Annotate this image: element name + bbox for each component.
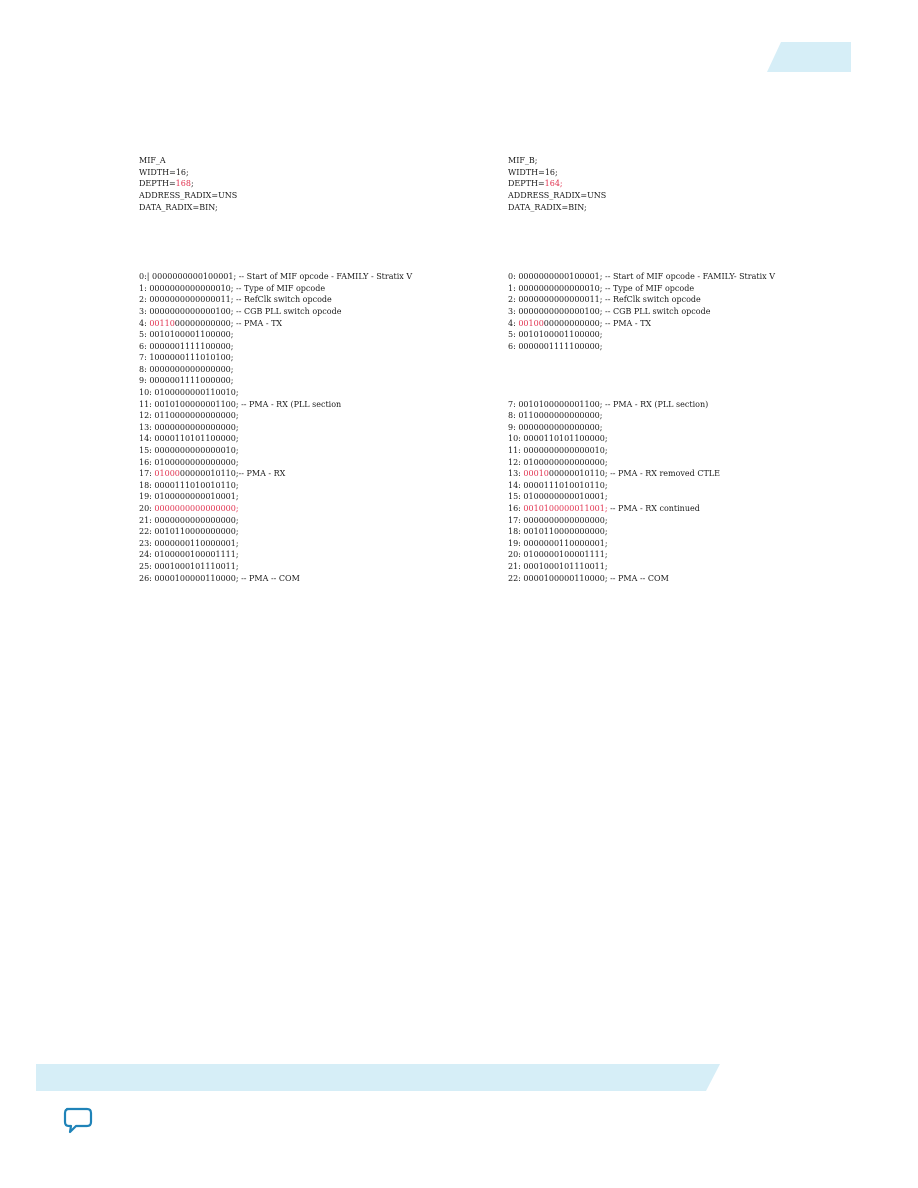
header-line — [508, 202, 775, 214]
highlighted-code-text: 00100 — [518, 318, 544, 328]
code-line — [508, 341, 775, 353]
code-text: 12: 0110000000000000; — [139, 411, 239, 421]
code-line — [508, 399, 775, 411]
mif-b-listing — [508, 132, 775, 596]
code-text: 15: 0100000000010001; — [508, 492, 608, 502]
code-text: 5: 0010100001100000; — [508, 330, 603, 340]
code-line — [508, 503, 775, 515]
code-text: 19: 0100000000010001; — [139, 492, 239, 502]
code-line — [139, 318, 412, 330]
code-text: 26: 0000100000110000; -- PMA -- COM — [139, 573, 300, 583]
code-line — [508, 526, 775, 538]
footer-bar — [36, 1064, 720, 1091]
code-text: 13: — [508, 469, 524, 479]
code-text: 18: 0010110000000000; — [508, 527, 608, 537]
header-line — [139, 178, 412, 190]
spacer — [139, 236, 412, 248]
code-text: 5: 0010100001100000; — [139, 330, 234, 340]
code-text: 9: 0000001111000000; — [139, 376, 234, 386]
code-line — [139, 271, 412, 283]
code-text: 00000000000; -- PMA - TX — [174, 318, 283, 328]
code-text: MIF_A — [139, 156, 166, 166]
code-line — [508, 468, 775, 480]
code-text: 11: 0010100000001100; -- PMA - RX (PLL section — [139, 399, 342, 409]
highlighted-code-text: 01000 — [154, 469, 180, 479]
code-text: WIDTH=16; — [508, 167, 558, 177]
code-line — [508, 306, 775, 318]
code-text: 25: 0001000101110011; — [139, 561, 239, 571]
highlighted-code-text: 0000000000000000; — [154, 504, 239, 513]
code-line — [508, 433, 775, 445]
code-line — [139, 352, 412, 364]
code-text: 10: 0100000000110010; — [139, 388, 239, 398]
code-line — [139, 422, 412, 434]
code-text: 7: 1000000111010100; — [139, 353, 234, 363]
code-line — [508, 329, 775, 341]
code-text: 24: 0100000100001111; — [139, 550, 239, 560]
code-line — [139, 573, 412, 585]
code-text: DEPTH= — [139, 179, 176, 189]
code-text: DATA_RADIX=BIN; — [139, 202, 218, 212]
header-tab-shape — [767, 42, 851, 72]
code-text: 00000010110; -- PMA - RX removed CTLE — [548, 469, 720, 479]
mif-b-header — [508, 155, 775, 213]
code-line — [139, 283, 412, 295]
spacer — [508, 236, 775, 248]
code-text: DEPTH= — [508, 179, 545, 189]
code-text: 16: — [508, 504, 524, 513]
code-line — [139, 410, 412, 422]
code-line — [139, 526, 412, 538]
code-text: 12: 0100000000000000; — [508, 457, 608, 467]
code-line — [508, 515, 775, 527]
code-text: 8: 0110000000000000; — [508, 411, 603, 421]
code-line — [508, 294, 775, 306]
highlighted-code-text: 00110 — [149, 318, 175, 328]
code-text: 8: 0000000000000000; — [139, 364, 234, 374]
code-line — [508, 561, 775, 573]
blank-line — [508, 352, 775, 364]
code-text: 3: 0000000000000100; -- CGB PLL switch opcode — [139, 306, 342, 316]
code-text: 11: 0000000000000010; — [508, 446, 608, 456]
code-text: 2: 0000000000000011; -- RefClk switch opcode — [139, 295, 332, 305]
code-line — [139, 515, 412, 527]
code-text: 20: — [139, 504, 155, 513]
highlighted-code-text: 0010100000011001; — [523, 504, 608, 513]
code-text: DATA_RADIX=BIN; — [508, 202, 587, 212]
code-text: 18: 0000111010010110; — [139, 480, 239, 490]
code-text: 6: 0000001111100000; — [139, 341, 234, 351]
highlighted-code-text: 00010 — [523, 469, 549, 479]
code-line — [508, 491, 775, 503]
code-line — [508, 457, 775, 469]
code-text: ADDRESS_RADIX=UNS — [139, 190, 238, 200]
blank-line — [508, 387, 775, 399]
code-text: -- PMA - RX continued — [607, 504, 700, 513]
code-line — [139, 387, 412, 399]
header-line — [139, 167, 412, 179]
code-line — [139, 468, 412, 480]
code-text: 7: 0010100000001100; -- PMA - RX (PLL section) — [508, 399, 709, 409]
code-line — [508, 410, 775, 422]
code-line — [139, 457, 412, 469]
code-text: 00000010110;-- PMA - RX — [179, 469, 286, 479]
code-text: 17: — [139, 469, 155, 479]
header-line — [139, 202, 412, 214]
code-text: 4: — [139, 318, 150, 328]
code-line — [139, 375, 412, 387]
code-line — [139, 549, 412, 561]
code-line — [139, 480, 412, 492]
code-text: 1: 0000000000000010; -- Type of MIF opcode — [508, 283, 695, 293]
speech-bubble-icon[interactable] — [62, 1106, 94, 1136]
mif-b-lines — [508, 271, 775, 584]
code-text: 14: 0000111010010110; — [508, 480, 608, 490]
code-text: 15: 0000000000000010; — [139, 446, 239, 456]
code-line — [508, 480, 775, 492]
header-line — [139, 190, 412, 202]
code-line — [508, 549, 775, 561]
code-line — [139, 306, 412, 318]
header-line — [508, 190, 775, 202]
code-text: 21: 0000000000000000; — [139, 515, 239, 525]
code-text: 22: 0010110000000000; — [139, 527, 239, 537]
code-text: 23: 0000000110000001; — [139, 538, 239, 548]
code-line — [139, 341, 412, 353]
code-line — [508, 318, 775, 330]
code-text: 00000000000; -- PMA - TX — [543, 318, 652, 328]
header-line — [508, 178, 775, 190]
code-text: 0:| 0000000000100001; -- Start of MIF opcode - FAMILY - Stratix V — [139, 272, 413, 282]
code-line — [508, 538, 775, 550]
code-text: 14: 0000110101100000; — [139, 434, 239, 444]
header-line — [139, 155, 412, 167]
code-line — [508, 283, 775, 295]
code-line — [139, 503, 412, 515]
code-text: 13: 0000000000000000; — [139, 422, 239, 432]
code-line — [139, 329, 412, 341]
code-text: 0: 0000000000100001; -- Start of MIF opcode - FAMILY- Stratix V — [508, 272, 775, 282]
blank-line — [508, 364, 775, 376]
code-text: 3: 0000000000000100; -- CGB PLL switch opcode — [508, 306, 711, 316]
code-text: 2: 0000000000000011; -- RefClk switch opcode — [508, 295, 701, 305]
code-line — [139, 491, 412, 503]
highlighted-code-text: 164; — [544, 179, 563, 189]
code-text: 4: — [508, 318, 519, 328]
code-line — [139, 538, 412, 550]
code-text: 9: 0000000000000000; — [508, 422, 603, 432]
code-line — [139, 364, 412, 376]
code-line — [508, 271, 775, 283]
mif-a-header — [139, 155, 412, 213]
code-text: 21: 0001000101110011; — [508, 561, 608, 571]
code-text: 10: 0000110101100000; — [508, 434, 608, 444]
code-text: MIF_B; — [508, 156, 538, 166]
code-text: ; — [190, 179, 194, 189]
code-text: 6: 0000001111100000; — [508, 341, 603, 351]
mif-a-lines — [139, 271, 412, 584]
code-line — [508, 445, 775, 457]
blank-line — [508, 375, 775, 387]
header-line — [508, 167, 775, 179]
header-line — [508, 155, 775, 167]
code-line — [139, 445, 412, 457]
code-text: 17: 0000000000000000; — [508, 515, 608, 525]
code-text: 16: 0100000000000000; — [139, 457, 239, 467]
code-line — [139, 433, 412, 445]
mif-a-listing — [139, 132, 412, 596]
code-line — [508, 422, 775, 434]
code-text: 1: 0000000000000010; -- Type of MIF opcode — [139, 283, 326, 293]
code-line — [139, 294, 412, 306]
code-line — [139, 399, 412, 411]
code-line — [139, 561, 412, 573]
code-line — [508, 573, 775, 585]
code-text: WIDTH=16; — [139, 167, 189, 177]
highlighted-code-text: 168 — [175, 179, 191, 189]
code-text: 20: 0100000100001111; — [508, 550, 608, 560]
code-text: 19: 0000000110000001; — [508, 538, 608, 548]
code-text: ADDRESS_RADIX=UNS — [508, 190, 607, 200]
code-text: 22: 0000100000110000; -- PMA -- COM — [508, 573, 669, 583]
